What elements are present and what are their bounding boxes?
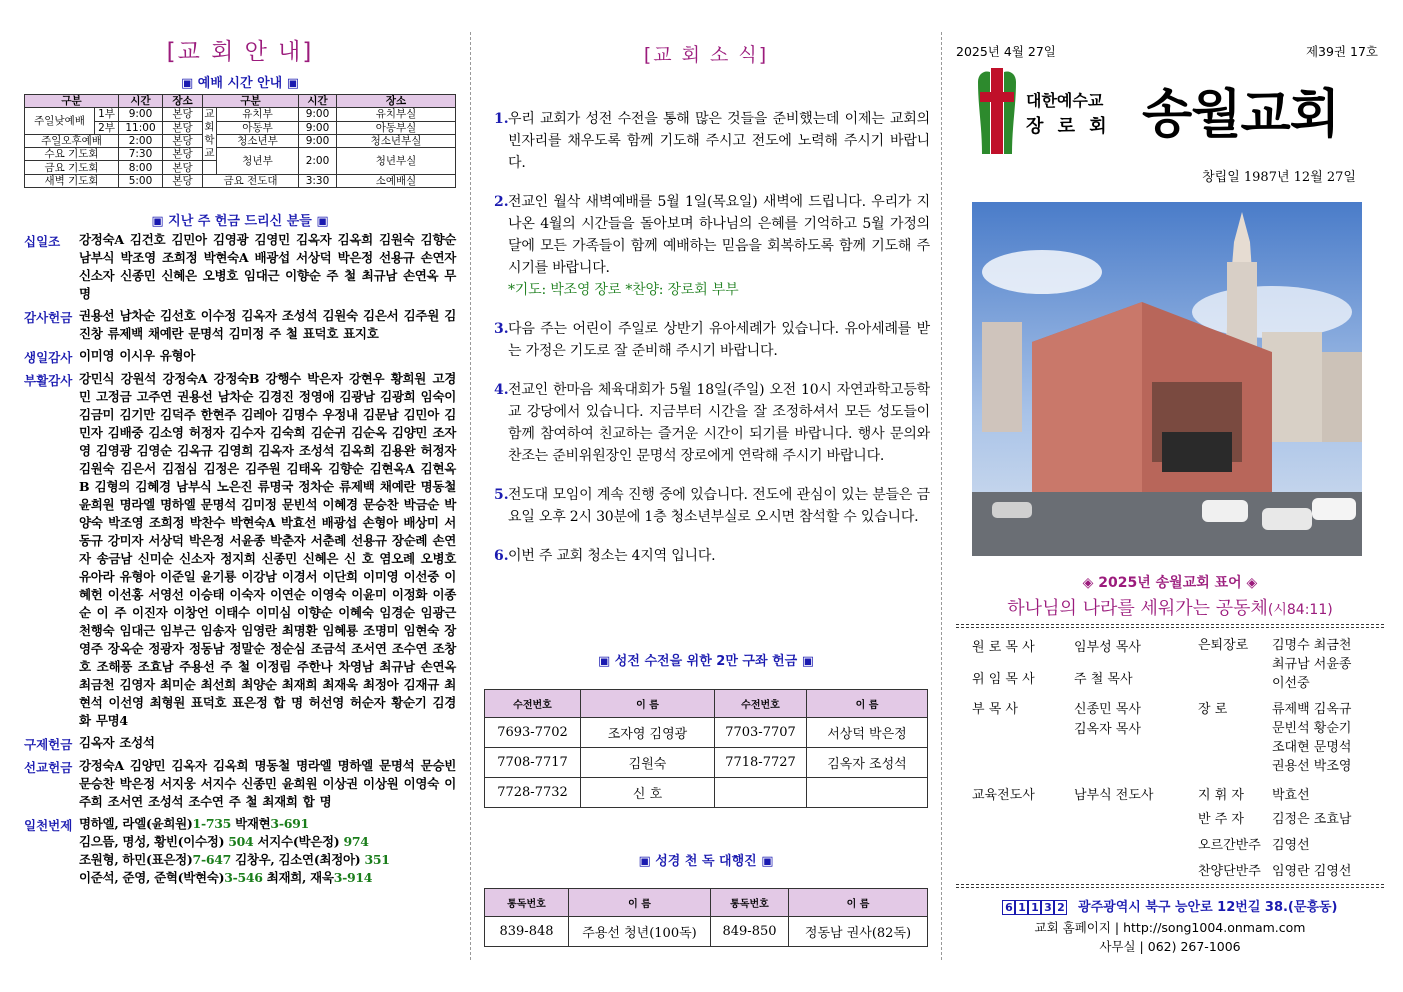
cell: 7708-7717	[485, 748, 581, 778]
staff-name: 최규남 서윤종	[1272, 657, 1352, 672]
staff-role: 위 임 목 사	[972, 672, 1035, 687]
staff-entry	[1198, 700, 1378, 776]
cell: 조자영 김영광	[581, 718, 715, 748]
header-category: 구분	[203, 95, 299, 108]
offering-category: 구제헌금	[24, 737, 73, 752]
offering-category: 선교헌금	[24, 760, 73, 775]
cell: 주용선 청년(100독)	[569, 917, 711, 947]
cell: 신 호	[581, 778, 715, 808]
offering-name: 김으뜸, 명성, 황빈(이수정)	[79, 834, 229, 849]
school-place: 소예배실	[337, 174, 456, 187]
school-time: 2:00	[299, 148, 337, 175]
staff-entry	[1198, 834, 1378, 853]
staff-name: 임영란 김영선	[1272, 864, 1352, 879]
staff-role: 은퇴장로	[1198, 638, 1249, 653]
staff-name: 남부식 전도사	[1074, 788, 1154, 803]
offering-row	[24, 815, 456, 887]
header-place: 장소	[163, 95, 203, 108]
service-part: 2부	[95, 121, 119, 134]
news-text: 다음 주는 어린이 주일로 상반기 유아세례가 있습니다. 유아세례를 받는 가정은 기도로 잘 준비해 주시기 바랍니다.	[508, 321, 930, 359]
address-text: 광주광역시 북구 능안로 12번길 38.(문흥동)	[1078, 900, 1338, 915]
offering-name: 이준석, 준영, 준혁(박현숙)	[79, 870, 225, 885]
cell: 김옥자 조성석	[807, 748, 928, 778]
news-list	[494, 108, 930, 584]
col-header: 통독번호	[485, 889, 569, 917]
news-item	[494, 545, 930, 567]
school-name: 금요 전도대	[203, 174, 299, 187]
offering-count: 504	[228, 834, 254, 849]
bulletin-cover-column	[956, 0, 1384, 992]
service-name: 새벽 기도회	[25, 174, 119, 187]
service-place: 본당	[163, 148, 203, 161]
cell: 서상덕 박은정	[807, 718, 928, 748]
denomination-line1: 대한예수교	[1026, 91, 1104, 110]
table-row	[485, 748, 928, 778]
service-place: 본당	[163, 108, 203, 121]
col-header: 수전번호	[715, 690, 807, 718]
cell	[715, 778, 807, 808]
offering-names: 강민식 강원석 강정숙A 강정숙B 강행수 박은자 강현우 황희원 고경민 고정금 고주연 권용선 남차순 김경진 정영애 김광남 김광희 임숙이 김금미 김기만 김덕주 한현주 김레아 김명수 우정내 김문남 김민아 김민자 김배중 김소영 허정자 김수자 김숙희 김순귀 김순옥 김양민 조자영 김영광 김영순 김옥규 김영희 김옥자 조성석 김옥희 김용완 허정자 김원숙 김은서 김점심 김정은 김주원 김태옥 김향순 김현옥A 김현옥B 김형의 김혜경 남부식 노은진 류명국 정차순 류제백 채예란 명동철 윤희원 명라엘 명하엘 문명석 김미정 문빈석 이혜경 문승찬 박금순 박양숙 박조영 조희정 박찬수 박현숙A 박효선 배광섭 손형아 배상미 서동규 강미자 서상덕 박은정 서윤종 박춘자 서춘례 선용규 장순례 손연자 송금남 신미순 신소자 정지희 신종민 신혜은 신 호 염오례 오병호 유아라 유형아 이준일 윤기룡 이강남 이경서 이단희 이미영 이선중 이혜헌 이선홍 서영선 이승태 이숙자 이연순 이영숙 이윤미 이정화 이종순 이 주 이진자 이창언 이태수 이미심 이향순 이혜숙 임경순 임광근 천행숙 임대근 임부근 임송자 임영란 최명환 임혜룡 조명미 임현숙 장영주 장옥순 정광자 정동남 정말순 정순심 조금석 조서연 조수연 조창호 조해풍 조효남 주용선 주 철 이정림 주한나 차영남 최규남 손연옥 최금천 김영자 최미순 최선희 최양순 최재희 최재욱 최정아 김재규 최현석 이선영 최형원 표덕호 표은정 합 명 허선영 허순자 황순기 김경화 무명4	[79, 371, 456, 728]
staff-role: 장 로	[1198, 702, 1228, 717]
church-photo	[972, 202, 1362, 556]
offering-name: 김창우, 김소연(최정아)	[231, 852, 365, 867]
offering-category: 일천번제	[24, 818, 73, 833]
school-name: 아동부	[217, 121, 299, 134]
news-number: 6.	[494, 548, 509, 564]
staff-entry	[1198, 808, 1378, 827]
staff-entry	[972, 668, 1182, 687]
header-time: 시간	[119, 95, 163, 108]
cell: 김원숙	[581, 748, 715, 778]
news-number: 2.	[494, 194, 509, 210]
offering-list	[24, 231, 456, 891]
offering-count: 3-914	[333, 870, 373, 885]
offering-name: 조원형, 하민(표은정)	[79, 852, 193, 867]
news-text: 전도대 모임이 계속 진행 중에 있습니다. 전도에 관심이 있는 분들은 금요일 오후 2시 30분에 1층 청소년부실로 오시면 참석할 수 있습니다.	[508, 487, 930, 525]
news-number: 1.	[494, 111, 509, 127]
offering-name: 박재현	[231, 816, 271, 831]
staff-name: 류제백 김옥규	[1272, 702, 1352, 717]
service-name: 주일오후예배	[25, 134, 119, 147]
church-school-label: 교 회 학 교	[204, 108, 215, 160]
school-time: 9:00	[299, 121, 337, 134]
service-place: 본당	[163, 174, 203, 187]
church-guide-title: [교 회 안 내]	[166, 39, 314, 65]
service-header-row	[25, 95, 456, 108]
offering-name: 서지수(박은정)	[253, 834, 344, 849]
service-time: 11:00	[119, 121, 163, 134]
coin-offering-table	[484, 689, 928, 808]
col-header: 이 름	[581, 690, 715, 718]
staff-role: 원 로 목 사	[972, 640, 1035, 655]
church-address	[956, 896, 1384, 915]
news-item	[494, 484, 930, 528]
news-text: 전교인 한마음 체육대회가 5월 18일(주일) 오전 10시 자연과학고등학교 강당에서 있습니다. 지금부터 시간을 잘 조정하셔서 모든 성도들이 함께 참여하여 친교하는 즐거운 시간이 되기를 바랍니다. 행사 문의와 찬조는 준비위원장인 문명석 장로에게 연락해 주시기 바랍니다.	[508, 382, 930, 464]
staff-role: 부 목 사	[972, 702, 1018, 717]
school-name: 유치부	[217, 108, 299, 121]
staff-name: 김영선	[1272, 838, 1310, 853]
news-item	[494, 191, 930, 301]
denomination-line2: 장 로 회	[1026, 116, 1111, 137]
thousand-offering-line	[79, 833, 456, 851]
col-header: 이 름	[569, 889, 711, 917]
offering-count: 3-691	[270, 816, 309, 831]
offering-name: 최재희, 재욱	[262, 870, 334, 885]
school-place: 청소년부실	[337, 134, 456, 147]
service-time: 5:00	[119, 174, 163, 187]
staff-role: 반 주 자	[1198, 812, 1244, 827]
staff-name: 임부성 목사	[1074, 640, 1141, 655]
news-number: 5.	[494, 487, 509, 503]
thousand-offering-lines	[79, 815, 456, 887]
staff-name: 문빈석 황순기	[1272, 721, 1352, 736]
service-place: 본당	[163, 134, 203, 147]
news-text: 우리 교회가 성전 수전을 통해 많은 것들을 준비했는데 이제는 교회의 빈자리를 채우도록 함께 기도해 주시고 전도에 노력해 주시기 바랍니다.	[508, 111, 930, 171]
cell	[807, 778, 928, 808]
service-part: 1부	[95, 108, 119, 121]
staff-entry	[972, 784, 1182, 803]
founding-date: 창립일 1987년 12월 27일	[1202, 170, 1356, 185]
service-place: 본당	[163, 121, 203, 134]
coin-offering-title: ▣ 성전 수전을 위한 2만 구좌 헌금 ▣	[598, 654, 814, 669]
news-item	[494, 108, 930, 174]
table-row	[485, 917, 928, 947]
offering-category: 십일조	[24, 234, 61, 249]
service-times-title: ▣ 예배 시간 안내 ▣	[180, 76, 300, 91]
staff-entry	[1198, 636, 1378, 693]
staff-name: 이선중	[1272, 676, 1310, 691]
school-place: 유치부실	[337, 108, 456, 121]
staff-name: 조대현 문명석	[1272, 740, 1352, 755]
staff-entry	[1198, 784, 1378, 803]
church-name: 송월교회	[1142, 85, 1339, 145]
news-number: 3.	[494, 321, 509, 337]
church-news-title: [교 회 소 식]	[643, 44, 769, 66]
staff-name: 박효선	[1272, 788, 1310, 803]
school-name: 청소년부	[217, 134, 299, 147]
offering-count: 3-546	[224, 870, 263, 885]
news-item	[494, 318, 930, 362]
news-text: 이번 주 교회 청소는 4지역 입니다.	[508, 548, 716, 564]
service-time: 9:00	[119, 108, 163, 121]
motto	[956, 594, 1384, 620]
offering-names: 강정숙A 김건호 김민아 김영광 김영민 김옥자 김옥희 김원숙 김향순 남부식 박조영 조희정 박현숙A 배광섭 서상덕 박은정 선용규 손연자 신소자 신종민 신혜은 오병호 임대근 이향순 주 철 최규남 손연옥 무명	[79, 232, 456, 301]
school-place: 아동부실	[337, 121, 456, 134]
service-name: 수요 기도회	[25, 148, 119, 161]
offering-category: 생일감사	[24, 350, 73, 365]
staff-role: 오르간반주	[1198, 838, 1261, 853]
service-name: 주일낮예배	[25, 108, 95, 135]
cell: 7718-7727	[715, 748, 807, 778]
staff-entry	[972, 636, 1182, 655]
church-news-column	[482, 0, 930, 992]
offering-row	[24, 734, 456, 753]
cell: 849-850	[711, 917, 789, 947]
divider	[956, 884, 1384, 885]
staff-entry	[1198, 860, 1378, 879]
divider	[956, 624, 1384, 625]
school-time: 9:00	[299, 108, 337, 121]
homepage-link[interactable]: 교회 홈페이지 | http://song1004.onmam.com	[1034, 920, 1306, 935]
offering-count: 7-647	[192, 852, 232, 867]
offering-count: 1-735	[192, 816, 232, 831]
cell: 839-848	[485, 917, 569, 947]
school-time: 9:00	[299, 134, 337, 147]
cross-logo-icon	[976, 66, 1018, 156]
col-header: 수전번호	[485, 690, 581, 718]
zip-code: 6 1 1 3 2	[1002, 900, 1072, 915]
column-divider	[941, 32, 942, 960]
bible-reading-title: ▣ 성경 천 독 대행진 ▣	[638, 854, 774, 869]
offering-names: 김옥자 조성석	[79, 735, 155, 750]
header-place: 장소	[337, 95, 456, 108]
motto-title: ◈ 2025년 송월교회 표어 ◈	[1082, 575, 1258, 591]
staff-name: 권용선 박조영	[1272, 759, 1352, 774]
column-divider	[470, 32, 471, 960]
col-header: 통독번호	[711, 889, 789, 917]
office-phone: 사무실 | 062) 267-1006	[1099, 939, 1241, 954]
offering-row	[24, 370, 456, 730]
bulletin-date: 2025년 4월 27일	[956, 44, 1056, 59]
cell: 7693-7702	[485, 718, 581, 748]
offering-category: 감사헌금	[24, 310, 73, 325]
offering-count: 974	[343, 834, 369, 849]
service-times-table	[24, 94, 456, 188]
motto-reference: (시84:11)	[1267, 602, 1333, 618]
offering-title: ▣ 지난 주 헌금 드리신 분들 ▣	[151, 214, 329, 229]
staff-name: 주 철 목사	[1074, 672, 1133, 687]
staff-name: 김정은 조효남	[1272, 812, 1352, 827]
divider	[956, 887, 1384, 888]
table-row	[485, 778, 928, 808]
service-name: 금요 기도회	[25, 161, 119, 174]
news-item	[494, 379, 930, 467]
col-header: 이 름	[789, 889, 928, 917]
staff-role: 찬양단반주	[1198, 864, 1261, 879]
table-row	[485, 718, 928, 748]
news-number: 4.	[494, 382, 509, 398]
staff-name: 신종민 목사	[1074, 702, 1141, 717]
thousand-offering-line	[79, 869, 456, 887]
church-guide-column	[20, 0, 460, 992]
staff-name: 김옥자 목사	[1074, 722, 1141, 737]
header-time: 시간	[299, 95, 337, 108]
offering-names: 이미영 이시우 유형아	[79, 348, 196, 363]
cell: 정동남 권사(82독)	[789, 917, 928, 947]
offering-row	[24, 757, 456, 811]
service-place: 본당	[163, 161, 203, 174]
offering-category: 부활감사	[24, 373, 73, 388]
thousand-offering-line	[79, 851, 456, 869]
bible-reading-table	[484, 888, 928, 947]
cell: 7703-7707	[715, 718, 807, 748]
staff-entry	[972, 700, 1182, 740]
offering-row	[24, 231, 456, 303]
offering-names: 권용선 남차순 김선호 이수정 김옥자 조성석 김원숙 김은서 김주원 김진창 류제백 채예란 문명석 김미정 주 철 표덕호 표지호	[79, 308, 456, 341]
staff-role: 교육전도사	[972, 788, 1035, 803]
col-header: 이 름	[807, 690, 928, 718]
staff-role: 지 휘 자	[1198, 788, 1244, 803]
service-time: 7:30	[119, 148, 163, 161]
bulletin-issue: 제39권 17호	[1305, 44, 1378, 59]
school-time: 3:30	[299, 174, 337, 187]
divider	[956, 627, 1384, 628]
offering-row	[24, 347, 456, 366]
thousand-offering-line	[79, 815, 456, 833]
staff-name: 김명수 최금천	[1272, 638, 1352, 653]
school-place: 청년부실	[337, 148, 456, 175]
cell: 7728-7732	[485, 778, 581, 808]
news-note: *기도: 박조영 장로 *찬양: 장로회 부부	[508, 282, 739, 298]
offering-names: 강정숙A 김양민 김옥자 김옥희 명동철 명라엘 명하엘 문명석 문승빈 문승찬 박은정 서지웅 서지수 신종민 윤희원 이상권 이상원 이영숙 이주희 조서연 조성석 조수연 주 철 최재희 합 명	[79, 758, 456, 809]
news-text: 전교인 월삭 새벽예배를 5월 1일(목요일) 새벽에 드립니다. 우리가 지나온 4월의 시간들을 돌아보며 하나님의 은혜를 기억하고 5월 가정의 달에 모든 가족들이 함께 예배하는 믿음을 회복하도록 함께 기도해 주시기를 바랍니다. *기도: 박조영 장로 *찬양: 장로회 부부	[508, 194, 930, 298]
school-name: 청년부	[217, 148, 299, 175]
service-time: 2:00	[119, 134, 163, 147]
service-time: 8:00	[119, 161, 163, 174]
motto-text: 하나님의 나라를 세워가는 공동체	[1007, 598, 1268, 619]
offering-count: 351	[364, 852, 390, 867]
offering-row	[24, 307, 456, 343]
offering-name: 명하엘, 라엘(윤희원)	[79, 816, 193, 831]
header-category: 구분	[25, 95, 119, 108]
